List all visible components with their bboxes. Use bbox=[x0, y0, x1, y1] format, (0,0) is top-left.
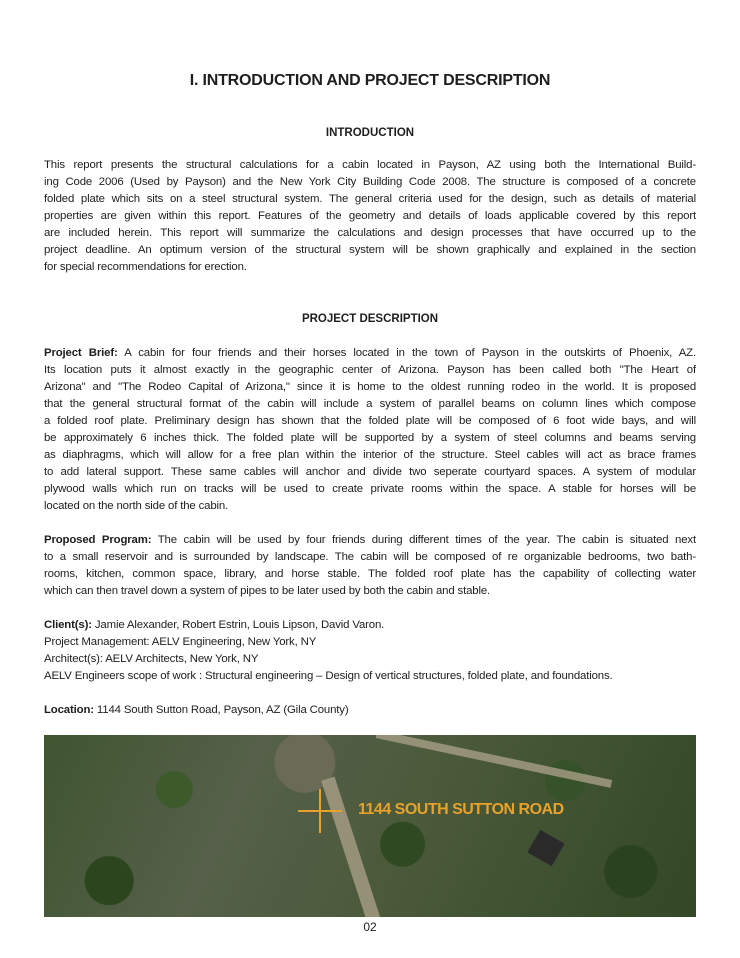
crosshair-marker-icon bbox=[319, 789, 321, 833]
proposed-program-paragraph bbox=[44, 532, 696, 600]
page-title: I. INTRODUCTION AND PROJECT DESCRIPTION bbox=[189, 72, 551, 89]
text-line: that the general structural format of the cabin will include a system of parallel beams on column lines which compose bbox=[44, 398, 696, 410]
location bbox=[44, 702, 696, 719]
project-description-heading: PROJECT DESCRIPTION bbox=[301, 313, 439, 325]
project-brief-paragraph bbox=[44, 345, 696, 515]
text-line: folded plate which sits on a steel structural system. The general criteria used for the design, such as details of material bbox=[44, 193, 696, 205]
map-address-label: 1144 SOUTH SUTTON ROAD bbox=[358, 801, 564, 818]
text-line: A cabin for four friends and their horses located in the town of Payson in the outskirts of Phoenix, AZ. bbox=[117, 347, 696, 359]
scope-of-work: AELV Engineers scope of work : Structural engineering – Design of vertical structures, folded plate, and foundations. bbox=[44, 670, 613, 682]
road bbox=[376, 735, 612, 788]
text-line: to add lateral support. These same cables will anchor and divide two seperate courtyard spaces. A system of modular bbox=[44, 466, 696, 478]
introduction-heading: INTRODUCTION bbox=[325, 127, 415, 139]
text-line: Its location puts it almost exactly in the geographic center of Arizona. Payson has been called both "The Heart of bbox=[44, 364, 696, 376]
text-line: be approximately 6 inches thick. The folded plate will be supported by a system of steel columns and beams serving bbox=[44, 432, 696, 444]
cabin-roof bbox=[527, 830, 564, 867]
text-line: located on the north side of the cabin. bbox=[44, 500, 229, 512]
introduction-paragraph bbox=[44, 157, 696, 276]
text-line: a folded roof plate. Preliminary design has shown that the folded plate will be composed of 6 foot wide bays, and will bbox=[44, 415, 696, 427]
text-line: This report presents the structural calculations for a cabin located in Payson, AZ using both the International Build- bbox=[44, 159, 696, 171]
text-line: properties are given within this report. Features of the geometry and details of loads applicable covered by this report bbox=[44, 210, 696, 222]
text-line: which can then travel down a system of pipes to be later used by both the cabin and stable. bbox=[44, 585, 491, 597]
road bbox=[321, 777, 381, 917]
project-management: Project Management: AELV Engineering, New York, NY bbox=[44, 636, 317, 648]
location-value: 1144 South Sutton Road, Payson, AZ (Gila County) bbox=[93, 704, 349, 716]
text-line: to a small reservoir and is surrounded by landscape. The cabin will be composed of re organizable bedrooms, two bath- bbox=[44, 551, 696, 563]
text-line: ing Code 2006 (Used by Payson) and the New York City Building Code 2008. The structure is composed of a concrete bbox=[44, 176, 696, 188]
text-line: The cabin will be used by four friends during different times of the year. The cabin is situated next bbox=[151, 534, 696, 546]
text-line: for special recommendations for erection. bbox=[44, 261, 247, 273]
text-line: project deadline. An optimum version of the structural system will be shown graphically and explained in the section bbox=[44, 244, 696, 256]
clients-label: Client(s): bbox=[44, 619, 92, 631]
architects: Architect(s): AELV Architects, New York, NY bbox=[44, 653, 259, 665]
text-line: as diaphragms, which will allow for a free plan within the interior of the structure. Steel cables will act as brace frames bbox=[44, 449, 696, 461]
proposed-program-label: Proposed Program: bbox=[44, 534, 152, 546]
text-line: plywood walls which run on tracks will be used to create private rooms within the space. A stable for horses will be bbox=[44, 483, 696, 495]
location-label: Location: bbox=[44, 704, 94, 716]
project-brief-label: Project Brief: bbox=[44, 347, 118, 359]
text-line: Arizona" and "The Rodeo Capital of Arizona," since it is home to the oldest running rodeo in the world. It is proposed bbox=[44, 381, 696, 393]
text-line: are included herein. This report will summarize the calculations and design processes that have occurred up to the bbox=[44, 227, 696, 239]
aerial-site-map bbox=[44, 735, 696, 917]
project-credits bbox=[44, 617, 696, 685]
clients-value: Jamie Alexander, Robert Estrin, Louis Lipson, David Varon. bbox=[91, 619, 385, 631]
page-number: 02 bbox=[363, 920, 377, 934]
text-line: rooms, kitchen, common space, library, and horse stable. The folded roof plate has the capability of collecting water bbox=[44, 568, 696, 580]
